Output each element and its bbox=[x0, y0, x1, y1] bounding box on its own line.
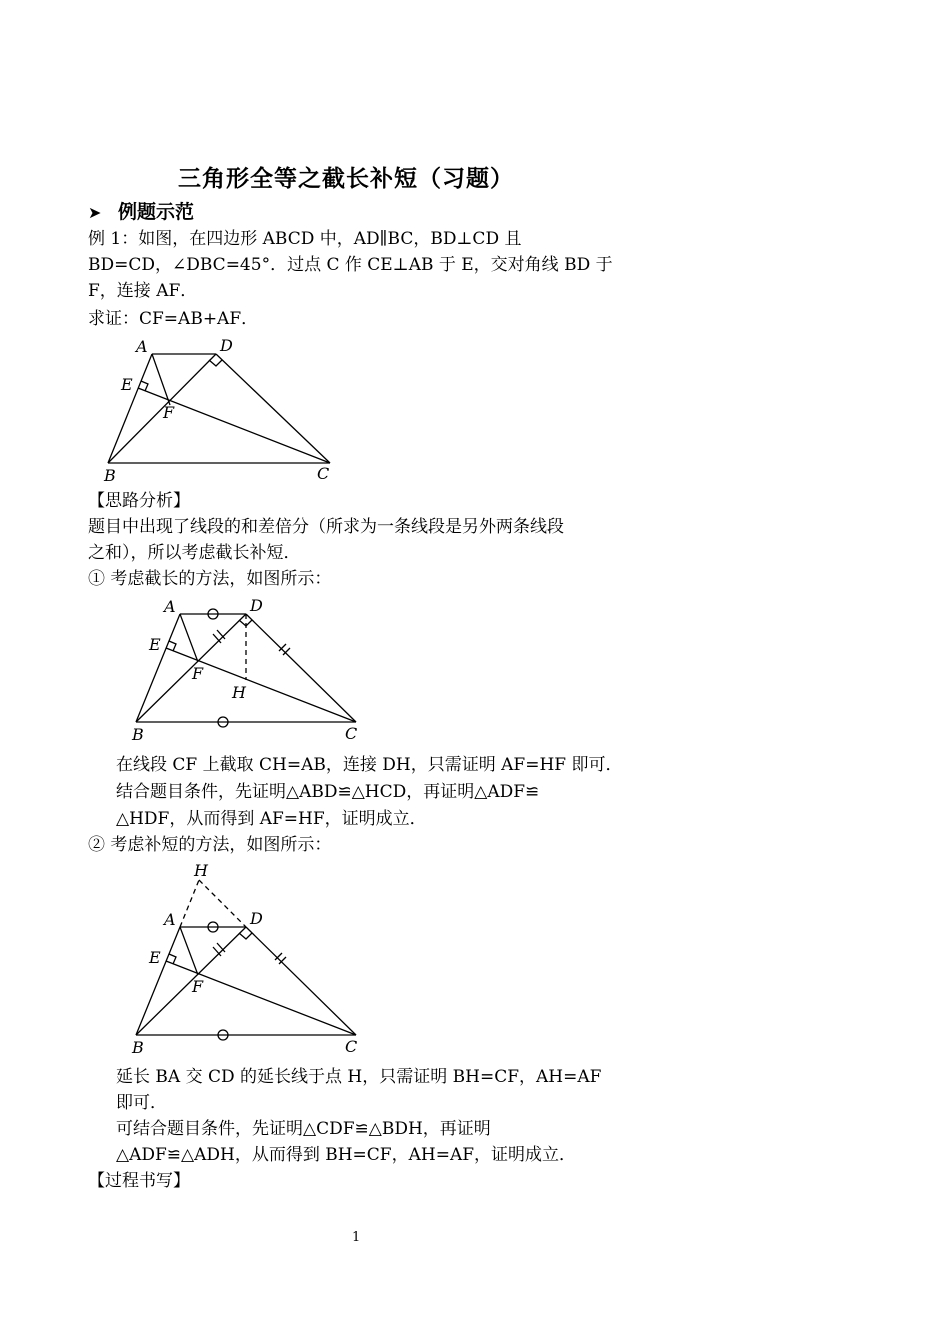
method-2-heading: ② 考虑补短的方法，如图所示： bbox=[88, 835, 332, 855]
fig3-label-A: A bbox=[164, 910, 176, 929]
method-1-heading: ① 考虑截长的方法，如图所示： bbox=[88, 569, 332, 589]
fig1-label-C: C bbox=[317, 464, 330, 483]
method-2-line-1: 延长 BA 交 CD 的延长线于点 H，只需证明 BH=CF，AH=AF bbox=[116, 1067, 602, 1087]
fig3-label-H: H bbox=[194, 861, 208, 880]
problem-line-1: 例 1：如图，在四边形 ABCD 中，AD∥BC，BD⊥CD 且 bbox=[88, 229, 522, 249]
analysis-header: 【思路分析】 bbox=[88, 491, 190, 511]
fig3-label-C: C bbox=[345, 1037, 358, 1056]
method-1-line-2: 结合题目条件，先证明△ABD≌△HCD，再证明△ADF≌ bbox=[116, 782, 540, 802]
analysis-line-1: 题目中出现了线段的和差倍分（所求为一条线段是另外两条线段 bbox=[88, 517, 564, 537]
problem-line-2: BD=CD，∠DBC=45°．过点 C 作 CE⊥AB 于 E，交对角线 BD 于 bbox=[88, 255, 613, 275]
fig1-label-A: A bbox=[136, 337, 148, 356]
method-2-line-4: △ADF≌△ADH，从而得到 BH=CF，AH=AF，证明成立． bbox=[116, 1145, 577, 1165]
arrow-bullet-icon: ➤ bbox=[88, 203, 102, 222]
fig1-label-F: F bbox=[163, 403, 175, 422]
fig3-label-F: F bbox=[192, 977, 204, 996]
section-heading-text: 例题示范 bbox=[118, 201, 195, 223]
fig1-label-E: E bbox=[121, 375, 133, 394]
method-2-line-3: 可结合题目条件，先证明△CDF≌△BDH，再证明 bbox=[116, 1119, 491, 1139]
process-header: 【过程书写】 bbox=[88, 1171, 190, 1191]
fig3-label-B: B bbox=[132, 1038, 144, 1057]
method-1-line-3: △HDF，从而得到 AF=HF，证明成立． bbox=[116, 809, 427, 829]
fig2-label-F: F bbox=[192, 664, 204, 683]
page-title: 三角形全等之截长补短（习题） bbox=[178, 166, 514, 192]
page-number: 1 bbox=[352, 1230, 361, 1245]
fig2-label-E: E bbox=[149, 635, 161, 654]
fig3-label-E: E bbox=[149, 948, 161, 967]
problem-line-4: 求证：CF=AB+AF． bbox=[88, 309, 259, 329]
fig2-label-C: C bbox=[345, 724, 358, 743]
problem-line-3: F，连接 AF． bbox=[88, 281, 198, 301]
fig2-label-B: B bbox=[132, 725, 144, 744]
fig2-label-A: A bbox=[164, 597, 176, 616]
fig2-label-D: D bbox=[250, 596, 263, 615]
fig1-label-B: B bbox=[104, 466, 116, 485]
fig1-label-D: D bbox=[220, 336, 233, 355]
fig3-label-D: D bbox=[250, 909, 263, 928]
method-2-line-2: 即可． bbox=[116, 1093, 167, 1113]
method-1-line-1: 在线段 CF 上截取 CH=AB，连接 DH，只需证明 AF=HF 即可． bbox=[116, 755, 623, 775]
fig2-label-H: H bbox=[232, 683, 246, 702]
analysis-line-2: 之和），所以考虑截长补短． bbox=[88, 543, 301, 563]
